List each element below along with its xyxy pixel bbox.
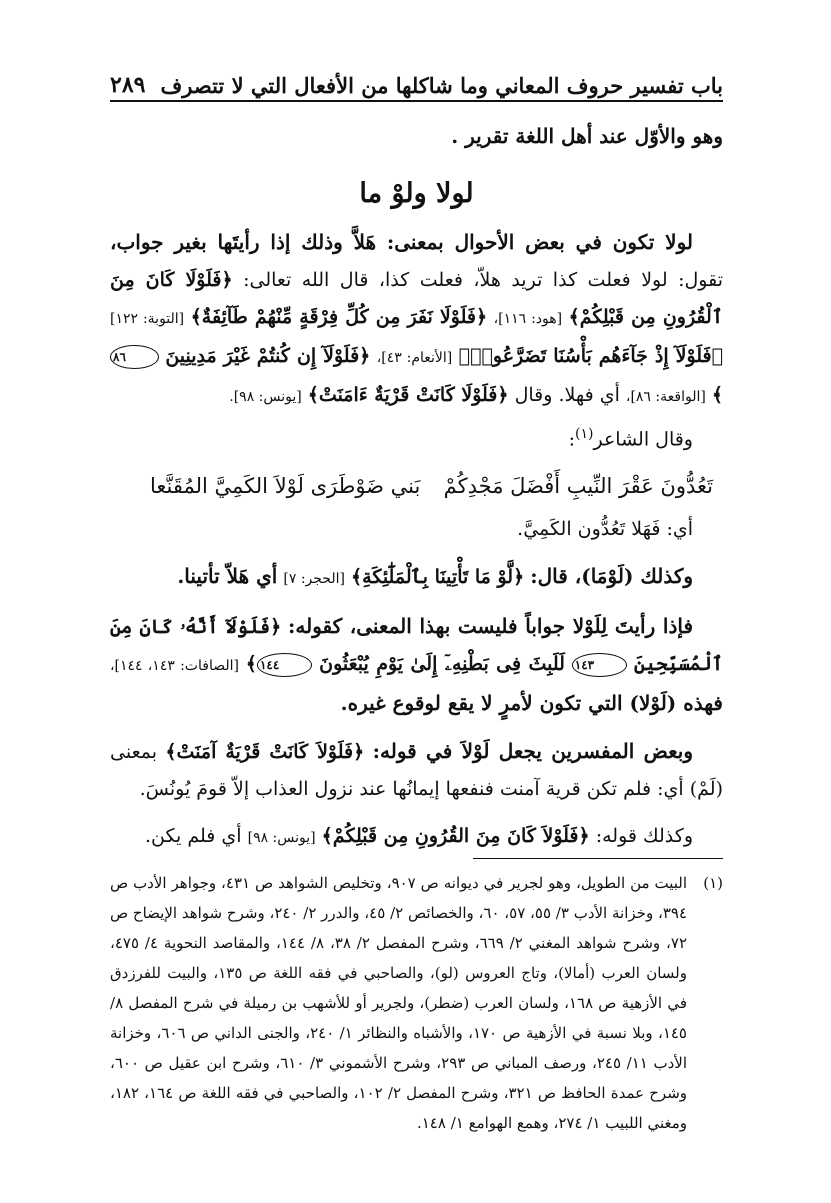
verse-reference-2: [التوبة: ١٢٢] [110,311,185,327]
verse-second-hemistich: بَني ضَوْطَرَى لَوْلاَ الكَمِيَّ المُقَنَّعا [150,474,421,499]
poetry-verse [110,468,723,505]
quran-verse-4: ﴿فَلَوْلَآ إِن كُنتُمْ غَيْرَ مَدِينِينَ [165,345,371,367]
verse-reference-6: [الحجر: ٧] [283,571,345,588]
paragraph-3-text-a: فإذا رأيتَ لِلَوْلا جواباً فليست بهذا المعنى، كقوله: [288,614,694,639]
quran-bracket-close: ﴾ [711,384,723,406]
paragraph-5-text-b: أي فلم يكن. [145,825,242,848]
spacer [110,548,723,558]
quran-verse-9: ﴿فَلَوْلاَ كَانَ مِنَ القُرُونِ مِن قَبْلِكُمْ﴾ [321,825,590,848]
verse-reference-7: [الصافات: ١٤٣، ١٤٤]، [110,658,239,675]
quran-verse-8: ﴿فَلَوْلاَ كَانَتْ قَرْيَةٌ آمَنَتْ﴾ [165,741,365,764]
quran-bracket-close: ﴾ [245,653,257,676]
ayah-number-marker: ٨٦ [110,345,159,369]
quran-verse-3: ﴿فَلَوْلَآ إِذْ جَآءَهُم بَأْسُنَا تَضَرَّعُوا۟﴾ [458,345,724,367]
paragraph-1-text-a: تقول: لولا فعلت كذا تريد هلاّ، فعلت كذا، قال الله تعالى: [243,269,723,291]
lawma-text-a: وكذلك (لَوْمَا)، قال: [530,564,693,589]
footnote-marker: (١) [575,426,594,442]
poet-intro-colon: : [568,428,575,451]
paragraph-lawma [110,558,723,598]
footnote-rule [473,858,723,859]
poet-intro-text: وقال الشاعر [593,428,693,451]
footnote-number: (١) [703,874,723,892]
spacer [110,598,723,608]
verse-reference-1: [هود: ١١٦]، [493,311,563,327]
quran-verse-7: ﴿فَلَوْلَآ أَنَّهُۥ كَانَ مِنَ ٱلْمُسَبِّحِينَ [110,616,724,676]
quran-verse-6: ﴿لَّوْ مَا تَأْتِينَا بِٱلْمَلَٰٓئِكَةِ﴾ [351,566,525,589]
verse-reference-5: [يونس: ٩٨]. [229,389,302,405]
spacer [110,723,723,733]
paragraph-1-lead: لولا تكون في بعض الأحوال بمعنى: هَلاَّ وذلك إذا رأيتَها بغير جواب، [110,230,693,254]
paragraph-4-text-a: وبعض المفسرين يجعل لَوْلاَ في قوله: [372,739,693,764]
poet-intro [110,416,723,458]
verse-explanation: أي: فَهَلا تَعُدُّون الكَمِيَّ. [517,518,693,541]
paragraph-4-text-b: بمعنى (لَمْ) [110,741,723,801]
footnote [110,868,723,1138]
verse-first-hemistich: تَعُدُّونَ عَقْرَ النِّيبِ أَفْضَلَ مَجْدِكُمْ [443,474,713,499]
page-number: ٢٨٩ [110,72,146,98]
paragraph-4 [110,733,723,808]
header-rule [110,100,723,102]
quran-verse-7b: لَلَبِثَ فِى بَطْنِهِۦٓ إِلَىٰ يَوْمِ يُبْعَثُونَ [319,653,565,676]
paragraph-3 [110,608,723,723]
page-header [110,58,723,98]
paragraph-1-text-b: أي فهلا. وقال [514,384,620,406]
lawma-text-b: أي هَلاّ تأتينا. [177,564,278,589]
ayah-number-marker: ١٤٣ [572,653,627,677]
verse-reference-9: [يونس: ٩٨] [247,830,316,847]
verse-reference-3: [الأنعام: ٤٣]، [376,350,453,366]
running-title: باب تفسير حروف المعاني وما شاكلها من الأفعال التي لا تتصرف [160,73,723,98]
quran-verse-1: ﴿فَلَوْلَا كَانَ مِنَ ٱلْقُرُونِ مِن قَبْلِكُمْ﴾ [110,269,723,328]
intro-line: وهو والأوّل عند أهل اللغة تقرير . [451,124,723,148]
ayah-number-marker: ١٤٤ [257,653,312,677]
verse-reference-4: [الواقعة: ٨٦]، [625,389,706,405]
paragraph-4-text-c: أي: فلم تكن قرية آمنت فنفعها إيمانُها عند نزول العذاب إلاّ قومَ يُونُسَ. [139,778,684,801]
quran-verse-2: ﴿فَلَوْلَا نَفَرَ مِن كُلِّ فِرْقَةٍ مِّنْهُمْ طَآئِفَةٌ﴾ [190,306,488,328]
paragraph-1 [110,224,723,416]
section-title: لولا ولوْ ما [359,178,474,209]
paragraph-5 [110,818,723,857]
footnote-text: البيت من الطويل، وهو لجرير في ديوانه ص ٩٠٧، وتخليص الشواهد ص ٤٣١، وجواهر الأدب ص ٣٩٤، وخزانة الأدب ٣/ ٥٥، ٥٧، ٦٠، والخصائص ٢/ ٤٥، والدرر ٢/ ٢٤٠، وشرح شواهد الإيضاح ص ٧٢، وشرح شواهد المغني ٢/ ٦٦٩، وشرح المفصل ٢/ ٣٨، ٨/ ١٤٤، والمقاصد النحوية ٤/ ٤٧٥، ولسان العرب (أمالا)، وتاج العروس (لو)، والصاحبي في فقه اللغة ص ١٣٥، والبيت للفرزدق في الأزهية ص ١٦٨، ولسان العرب (ضطر)، ولجرير أو للأشهب بن رميلة في شرح المفصل ٨/ ١٤٥، وبلا نسبة في الأزهية ص ١٧٠، والأشباه والنظائر ١/ ٢٤٠، والجنى الداني ص ٦٠٦، وخزانة الأدب ١١/ ٢٤٥، ورصف المباني ص ٢٩٣، وشرح الأشموني ٣/ ٦١٠، وشرح ابن عقيل ص ٦٠٠، وشرح عمدة الحافظ ص ٣٢١، وشرح المفصل ٢/ ١٠٢، والصاحبي في فقه اللغة ص ١٦٤، ١٨٢، ومغني اللبيب ١/ ٢٧٤، وهمع الهوامع ١/ ١٤٨. [110,874,688,1132]
spacer [110,808,723,818]
page-body [110,118,723,857]
paragraph-5-text-a: وكذلك قوله: [595,825,693,848]
quran-verse-5: ﴿فَلَوْلَا كَانَتْ قَرْيَةٌ ءَامَنَتْ﴾ [307,384,509,406]
paragraph-3-text-b: فهذه (لَوْلا) التي تكون لأمرٍ لا يقع لوقوع غيره. [340,691,723,716]
